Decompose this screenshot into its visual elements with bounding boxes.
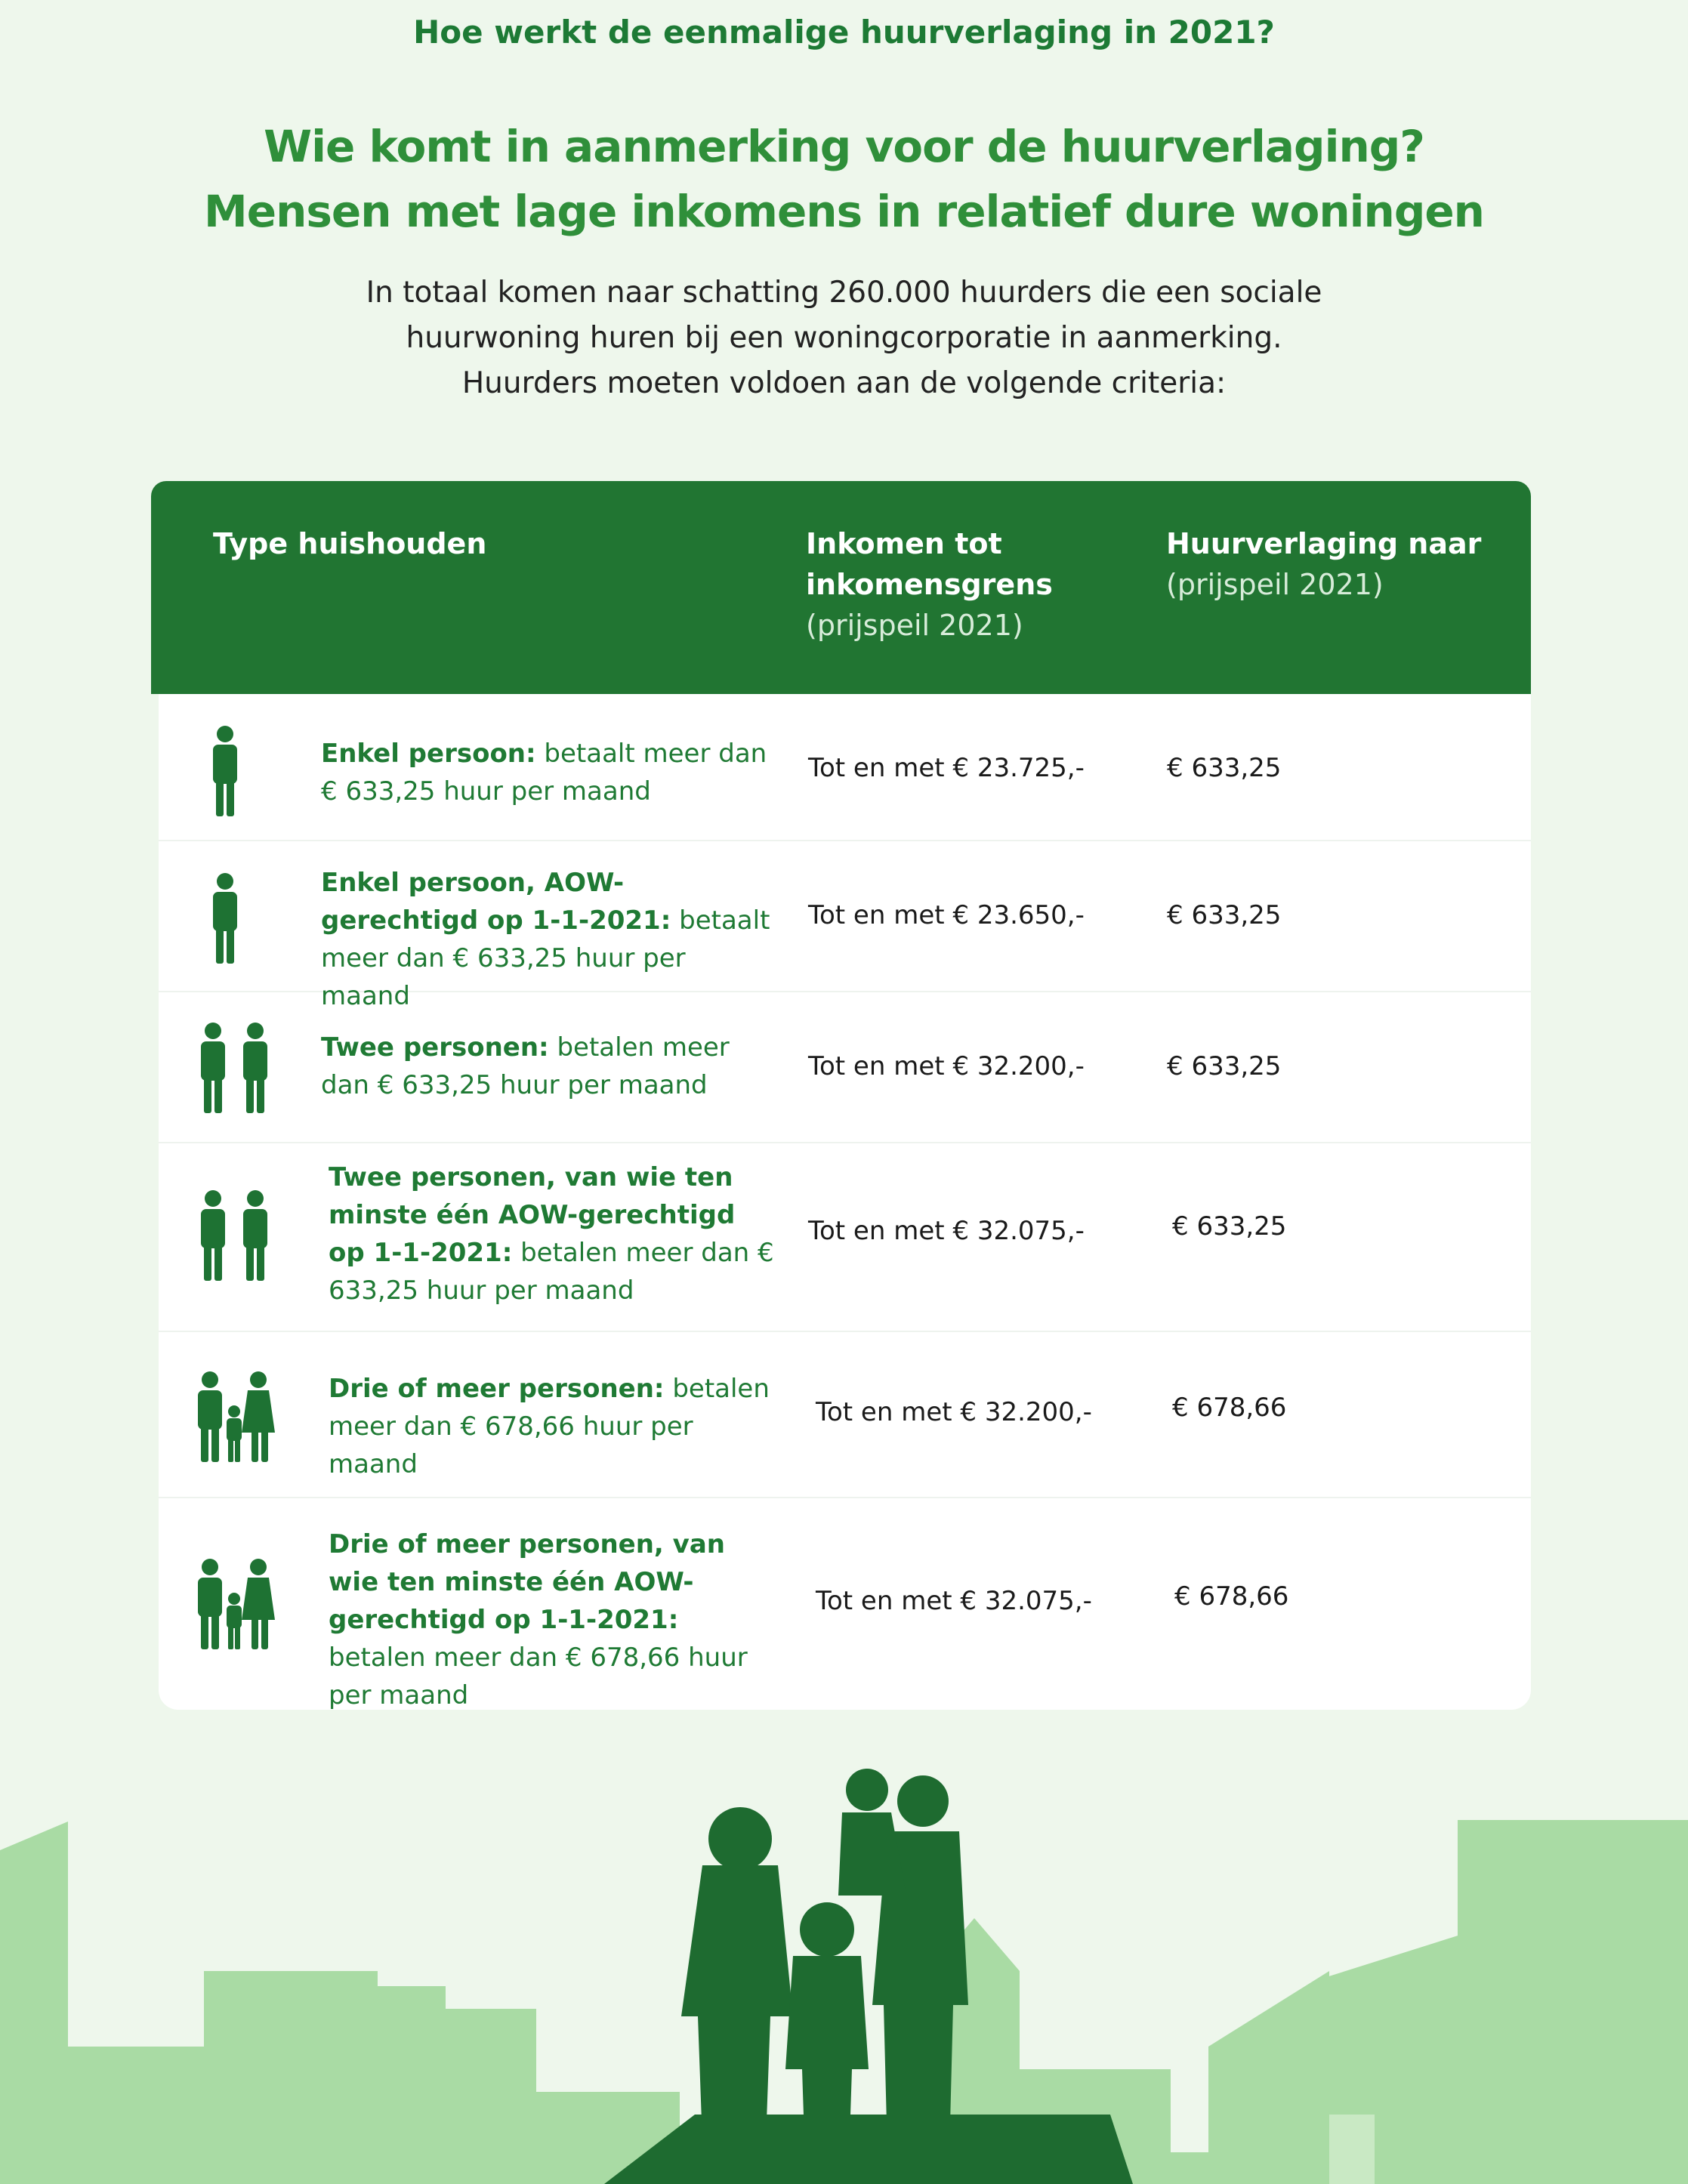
table-row (159, 991, 1531, 1143)
row-rent: € 678,66 (1172, 1393, 1287, 1423)
row-label (321, 735, 774, 810)
row-label (329, 1370, 782, 1483)
row-rent: € 633,25 (1172, 1211, 1287, 1242)
row-income: Tot en met € 32.200,- (816, 1397, 1092, 1427)
header-income (806, 523, 1053, 646)
single-person-icon (189, 724, 302, 822)
two-persons-icon (189, 1021, 302, 1118)
family-figures-icon (604, 1769, 1133, 2184)
intro-line-2: huurwoning huren bij een woningcorporatie in aanmerking. (406, 321, 1282, 355)
row-label-rest: betalen meer dan € 633,25 huur per maand (321, 1032, 730, 1100)
row-label-rest: betaalt meer dan € 633,25 huur per maand (321, 739, 767, 807)
table-header (151, 481, 1531, 694)
row-income: Tot en met € 23.650,- (808, 900, 1085, 930)
row-label-rest: betaalt meer dan € 633,25 huur per maand (321, 905, 770, 1011)
header-household (213, 523, 486, 564)
top-caption: Hoe werkt de eenmalige huurverlaging in 2021? (413, 14, 1275, 51)
row-rent: € 633,25 (1167, 900, 1282, 930)
family-icon (189, 1370, 302, 1467)
two-persons-icon (189, 1189, 302, 1286)
table-row (159, 1497, 1531, 1710)
header-income-sub: (prijspeil 2021) (806, 609, 1023, 642)
intro-line-1: In totaal komen naar schatting 260.000 huurders die een sociale (366, 276, 1322, 310)
single-person-icon (189, 871, 302, 969)
header-rent-line-1: Huurverlaging naar (1166, 527, 1482, 560)
row-label-bold: Enkel persoon, AOW-gerechtigd op 1-1-2021: (321, 868, 671, 936)
row-label-bold: Twee personen, van wie ten minste één AOW-gerechtigd op 1-1-2021: (329, 1162, 736, 1268)
skyline-illustration (0, 1760, 1688, 2184)
row-rent: € 678,66 (1174, 1581, 1289, 1612)
intro-text (0, 270, 1688, 406)
intro-line-3: Huurders moeten voldoen aan de volgende criteria: (461, 366, 1227, 400)
table-row (159, 1331, 1531, 1498)
header-income-line-2: inkomensgrens (806, 568, 1053, 601)
table-body (159, 694, 1531, 1710)
row-income: Tot en met € 32.075,- (816, 1586, 1092, 1616)
row-label (329, 1158, 774, 1309)
row-label-bold: Enkel persoon: (321, 739, 536, 769)
row-label-bold: Drie of meer personen: (329, 1374, 665, 1404)
row-rent: € 633,25 (1167, 753, 1282, 783)
row-rent: € 633,25 (1167, 1051, 1282, 1081)
header-income-line-1: Inkomen tot (806, 527, 1002, 560)
table-row (159, 840, 1531, 1011)
row-label (321, 1029, 774, 1104)
table-row (159, 694, 1531, 841)
row-income: Tot en met € 23.725,- (808, 753, 1085, 783)
family-icon (189, 1557, 302, 1655)
row-label-rest: betalen meer dan € 678,66 huur per maand (329, 1374, 770, 1479)
row-label-rest: betalen meer dan € 633,25 huur per maand (329, 1238, 774, 1306)
row-income: Tot en met € 32.200,- (808, 1051, 1085, 1081)
header-household-label: Type huishouden (213, 527, 487, 560)
row-label (329, 1525, 782, 1714)
headline-line-1: Wie komt in aanmerking voor de huurverlaging? (264, 121, 1424, 172)
table-row (159, 1142, 1531, 1332)
headline-line-2: Mensen met lage inkomens in relatief dure woningen (204, 186, 1484, 237)
row-label-bold: Twee personen: (321, 1032, 549, 1063)
header-rent-sub: (prijspeil 2021) (1166, 568, 1384, 601)
header-rent (1166, 523, 1481, 605)
row-label-rest: betalen meer dan € 678,66 huur per maand (329, 1643, 748, 1710)
row-income: Tot en met € 32.075,- (808, 1216, 1085, 1246)
row-label-bold: Drie of meer personen, van wie ten minste één AOW-gerechtigd op 1-1-2021: (329, 1529, 725, 1635)
